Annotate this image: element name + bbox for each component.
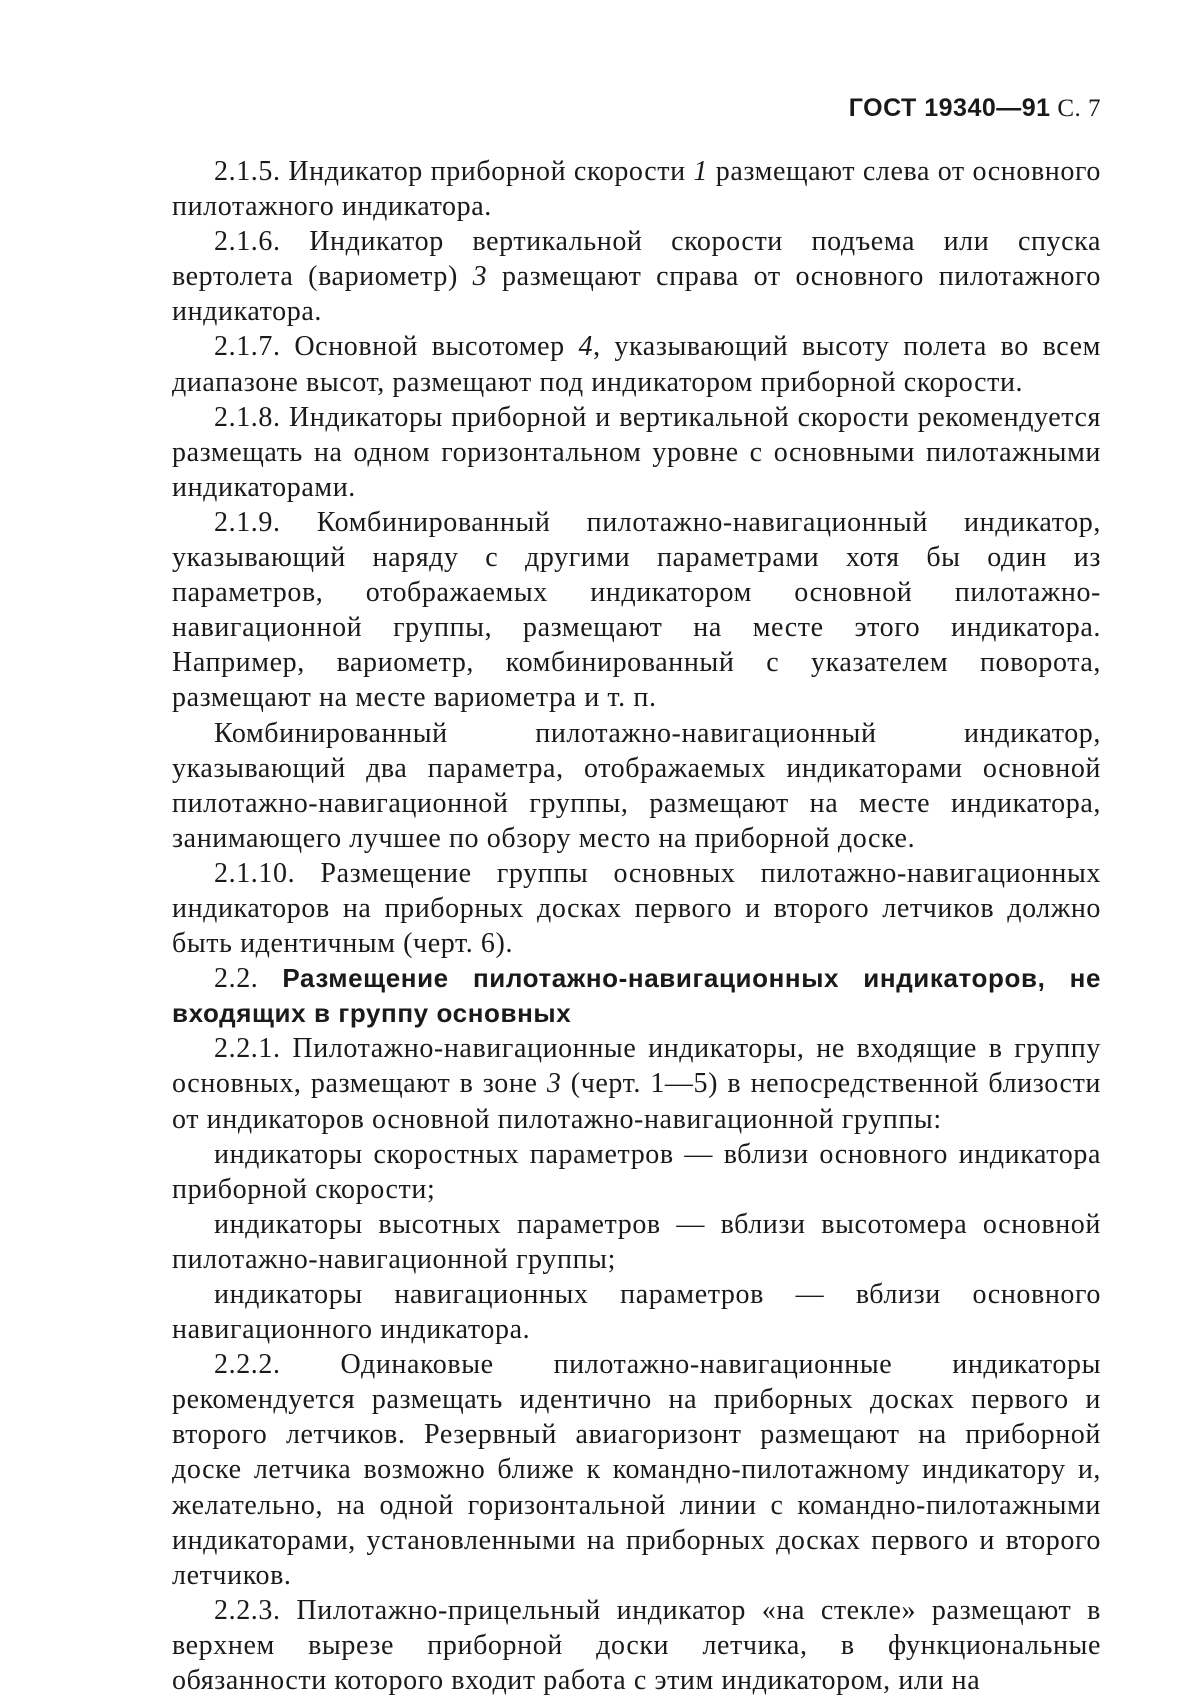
section-number: 2.2.: [214, 963, 283, 995]
paragraph-text: (черт. 1—5) в непосредственной близости от индикаторов основной пилотажно-навигационной группы:: [172, 1068, 1101, 1135]
paragraph-2-1-7: [172, 329, 1101, 399]
page-number: С. 7: [1057, 95, 1101, 122]
paragraph-text: размещают слева от основного пилотажного индикатора.: [172, 156, 1101, 223]
paragraph-2-2-3: 2.2.3. Пилотажно-прицельный индикатор «на стекле» размещают в верхнем вырезе приборной доски летчика, в функциональные обязанности которого входит работа с этим индикатором, или на: [172, 1594, 1101, 1697]
standard-number: ГОСТ 19340—91: [848, 94, 1051, 122]
paragraph-text: 2.1.5. Индикатор приборной скорости: [214, 156, 694, 187]
paragraph-2-2-2: 2.2.2. Одинаковые пилотажно-навигационные индикаторы рекомендуется размещать идентично на приборных досках первого и второго летчиков. Резервный авиагоризонт размещают на приборной доске летчика возможно ближе к командно-пилотажному индикатору и, желательно, на одной горизонтальной линии с командно-пилотажными индикаторами, установленными на приборных досках первого и второго летчиков.: [172, 1349, 1101, 1591]
paragraph-2-1-10: 2.1.10. Размещение группы основных пилотажно-навигационных индикаторов на приборных досках первого и второго летчиков должно быть идентичным (черт. 6).: [172, 857, 1101, 960]
list-item: индикаторы скоростных параметров — вблизи основного индикатора приборной скорости;: [172, 1138, 1101, 1205]
paragraph-2-1-9: 2.1.9. Комбинированный пилотажно-навигационный индикатор, указывающий наряду с другими параметрами хотя бы один из параметров, отображаемых индикатором основной пилотажно-навигационной группы, размещают на месте этого индикатора. Например, вариометр, комбинированный с указателем поворота, размещают на месте вариометра и т. п.: [172, 506, 1101, 714]
paragraph-2-1-5: [172, 154, 1101, 224]
list-item: индикаторы высотных параметров — вблизи высотомера основной пилотажно-навигационной группы;: [172, 1208, 1101, 1275]
paragraph-text: , указывающий высоту полета во всем диапазоне высот, размещают под индикатором приборной скорости.: [172, 331, 1101, 398]
paragraph-text: 2.1.6. Индикатор вертикальной скорости подъема или спуска вертолета (вариометр): [172, 226, 1101, 293]
page-header: [849, 94, 1101, 123]
paragraph-2-1-8: 2.1.8. Индикаторы приборной и вертикальной скорости рекомендуется размещать на одном горизонтальном уровне с основными пилотажными индикаторами.: [172, 401, 1101, 503]
section-heading-2-2: [172, 961, 1101, 1031]
paragraph-2-1-6: [172, 224, 1101, 329]
paragraph-2-1-9-continued: Комбинированный пилотажно-навигационный индикатор, указывающий два параметра, отображаемых индикаторами основной пилотажно-навигационной группы, размещают на месте индикатора, занимающего лучшее по обзору место на приборной доске.: [172, 717, 1101, 854]
paragraph-2-2-1: [172, 1031, 1101, 1136]
reference-number: 4: [578, 331, 594, 363]
reference-number: 1: [693, 156, 709, 187]
section-title: Размещение пилотажно-навигационных индикаторов, не входящих в группу основных: [172, 963, 1101, 1029]
document-body: [172, 154, 1101, 1698]
reference-number: 3: [472, 261, 488, 293]
reference-number: 3: [546, 1068, 562, 1100]
paragraph-text: 2.1.7. Основной высотомер: [214, 331, 579, 363]
paragraph-text: размещают справа от основного пилотажного индикатора.: [172, 261, 1102, 328]
list-item: индикаторы навигационных параметров — вблизи основного навигационного индикатора.: [172, 1279, 1101, 1346]
paragraph-text: 2.2.1. Пилотажно-навигационные индикаторы, не входящие в группу основных, размещают в зоне: [172, 1033, 1101, 1100]
